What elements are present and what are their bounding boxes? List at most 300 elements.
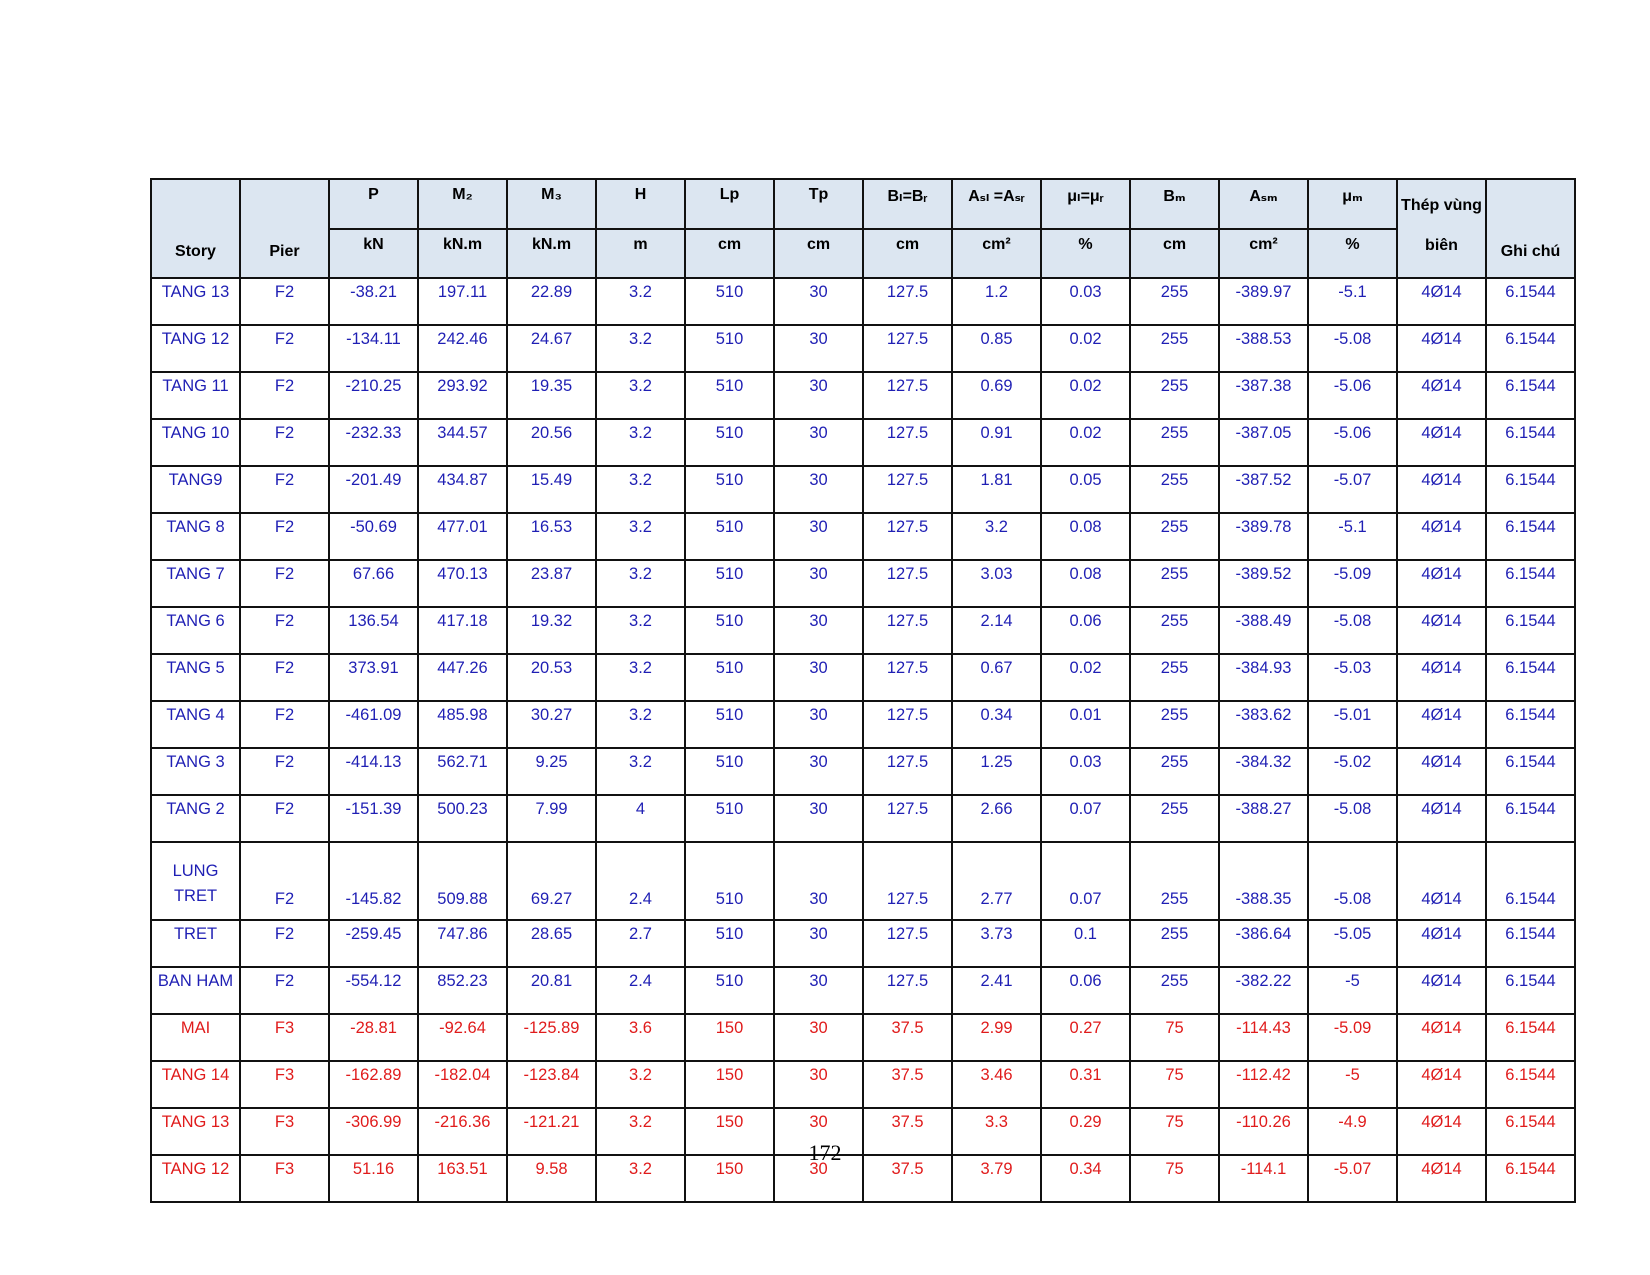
table-cell: -383.62 xyxy=(1219,701,1308,748)
header-mul-mur: μₗ=μᵣ xyxy=(1041,179,1130,229)
table-cell: 510 xyxy=(685,967,774,1014)
table-cell: 510 xyxy=(685,560,774,607)
table-cell: 255 xyxy=(1130,842,1219,920)
table-cell: 127.5 xyxy=(863,920,952,967)
table-cell: 0.08 xyxy=(1041,560,1130,607)
table-cell: 255 xyxy=(1130,513,1219,560)
table-cell: TANG 5 xyxy=(151,654,240,701)
table-cell: TANG 12 xyxy=(151,1155,240,1202)
table-cell: 24.67 xyxy=(507,325,596,372)
table-cell: 255 xyxy=(1130,748,1219,795)
table-cell: -5.08 xyxy=(1308,607,1397,654)
table-cell: 434.87 xyxy=(418,466,507,513)
table-cell: 6.1544 xyxy=(1486,560,1575,607)
table-row xyxy=(151,1014,1575,1061)
table-cell: 4Ø14 xyxy=(1397,842,1486,920)
header-h: H xyxy=(596,179,685,229)
table-cell: 6.1544 xyxy=(1486,701,1575,748)
table-cell: 510 xyxy=(685,701,774,748)
table-cell: 0.91 xyxy=(952,419,1041,466)
table-cell: -382.22 xyxy=(1219,967,1308,1014)
table-cell: 509.88 xyxy=(418,842,507,920)
table-cell: 255 xyxy=(1130,967,1219,1014)
table-cell: F2 xyxy=(240,419,329,466)
table-cell: 6.1544 xyxy=(1486,920,1575,967)
table-cell: 163.51 xyxy=(418,1155,507,1202)
table-cell: 3.2 xyxy=(596,278,685,325)
table-row xyxy=(151,795,1575,842)
table-cell: 255 xyxy=(1130,654,1219,701)
table-cell: 510 xyxy=(685,842,774,920)
table-cell: F2 xyxy=(240,795,329,842)
header-bien: biên xyxy=(1425,237,1458,254)
unit-bm: cm xyxy=(1130,229,1219,278)
table-cell: 4Ø14 xyxy=(1397,920,1486,967)
table-cell: TANG9 xyxy=(151,466,240,513)
table-cell: 0.1 xyxy=(1041,920,1130,967)
header-ghi-chu: Ghi chú xyxy=(1486,179,1575,278)
table-cell: 0.03 xyxy=(1041,278,1130,325)
table-cell: 255 xyxy=(1130,325,1219,372)
table-cell: F2 xyxy=(240,920,329,967)
table-cell: F2 xyxy=(240,748,329,795)
table-cell: -387.38 xyxy=(1219,372,1308,419)
table-cell: 30 xyxy=(774,607,863,654)
table-cell: 37.5 xyxy=(863,1061,952,1108)
table-cell: TANG 7 xyxy=(151,560,240,607)
table-cell: 150 xyxy=(685,1061,774,1108)
table-cell: 127.5 xyxy=(863,325,952,372)
table-cell: 3.2 xyxy=(596,560,685,607)
table-cell: 3.2 xyxy=(596,1108,685,1155)
table-cell: 30 xyxy=(774,1014,863,1061)
table-cell: 6.1544 xyxy=(1486,1061,1575,1108)
table-cell: 4Ø14 xyxy=(1397,1014,1486,1061)
table-cell: TRET xyxy=(151,920,240,967)
table-cell: 4Ø14 xyxy=(1397,278,1486,325)
table-row xyxy=(151,920,1575,967)
table-cell: 30 xyxy=(774,513,863,560)
header-bm: Bₘ xyxy=(1130,179,1219,229)
table-cell: -414.13 xyxy=(329,748,418,795)
table-cell: 510 xyxy=(685,372,774,419)
table-cell: 30 xyxy=(774,325,863,372)
table-cell: 0.29 xyxy=(1041,1108,1130,1155)
table-cell: 4Ø14 xyxy=(1397,654,1486,701)
table-cell: 37.5 xyxy=(863,1014,952,1061)
table-cell: 4Ø14 xyxy=(1397,967,1486,1014)
table-cell: 3.2 xyxy=(596,701,685,748)
table-cell: 75 xyxy=(1130,1014,1219,1061)
table-cell: TANG 6 xyxy=(151,607,240,654)
table-cell: LUNG TRET xyxy=(151,842,240,920)
table-cell: 4Ø14 xyxy=(1397,1155,1486,1202)
table-cell: TANG 13 xyxy=(151,278,240,325)
table-cell: -387.52 xyxy=(1219,466,1308,513)
table-cell: 6.1544 xyxy=(1486,419,1575,466)
table-cell: -125.89 xyxy=(507,1014,596,1061)
table-cell: 0.01 xyxy=(1041,701,1130,748)
table-cell: 75 xyxy=(1130,1108,1219,1155)
table-cell: 0.02 xyxy=(1041,325,1130,372)
table-cell: 510 xyxy=(685,654,774,701)
table-cell: -50.69 xyxy=(329,513,418,560)
table-cell: 127.5 xyxy=(863,560,952,607)
table-cell: 2.7 xyxy=(596,920,685,967)
table-cell: -110.26 xyxy=(1219,1108,1308,1155)
table-cell: 127.5 xyxy=(863,466,952,513)
table-cell: 3.2 xyxy=(952,513,1041,560)
table-cell: 3.2 xyxy=(596,748,685,795)
table-cell: -28.81 xyxy=(329,1014,418,1061)
header-asl-asr: Aₛₗ =Aₛᵣ xyxy=(952,179,1041,229)
table-cell: -386.64 xyxy=(1219,920,1308,967)
table-cell: 136.54 xyxy=(329,607,418,654)
table-cell: -5.02 xyxy=(1308,748,1397,795)
table-cell: -114.43 xyxy=(1219,1014,1308,1061)
table-cell: 127.5 xyxy=(863,842,952,920)
header-pier: Pier xyxy=(240,179,329,278)
table-cell: 852.23 xyxy=(418,967,507,1014)
table-cell: 6.1544 xyxy=(1486,466,1575,513)
table-cell: 30 xyxy=(774,920,863,967)
table-cell: -5.09 xyxy=(1308,1014,1397,1061)
table-cell: -5.06 xyxy=(1308,372,1397,419)
header-bl-br: Bₗ=Bᵣ xyxy=(863,179,952,229)
table-row xyxy=(151,842,1575,920)
table-cell: 3.2 xyxy=(596,419,685,466)
table-cell: 255 xyxy=(1130,278,1219,325)
table-cell: F2 xyxy=(240,325,329,372)
table-cell: -5.08 xyxy=(1308,325,1397,372)
table-cell: -5.09 xyxy=(1308,560,1397,607)
header-thep-vung: Thép vùng xyxy=(1401,197,1482,214)
table-cell: -384.93 xyxy=(1219,654,1308,701)
table-cell: 127.5 xyxy=(863,278,952,325)
table-cell: 0.34 xyxy=(1041,1155,1130,1202)
table-cell: -5 xyxy=(1308,967,1397,1014)
table-row xyxy=(151,278,1575,325)
unit-bl-br: cm xyxy=(863,229,952,278)
table-cell: -5.05 xyxy=(1308,920,1397,967)
table-cell: 150 xyxy=(685,1155,774,1202)
table-cell: TANG 8 xyxy=(151,513,240,560)
table-cell: 255 xyxy=(1130,372,1219,419)
table-cell: F2 xyxy=(240,842,329,920)
table-cell: 417.18 xyxy=(418,607,507,654)
table-cell: 51.16 xyxy=(329,1155,418,1202)
table-cell: -210.25 xyxy=(329,372,418,419)
table-cell: 15.49 xyxy=(507,466,596,513)
table-cell: 30.27 xyxy=(507,701,596,748)
table-cell: 293.92 xyxy=(418,372,507,419)
table-cell: 6.1544 xyxy=(1486,748,1575,795)
table-cell: 485.98 xyxy=(418,701,507,748)
table-cell: 6.1544 xyxy=(1486,842,1575,920)
table-cell: 3.73 xyxy=(952,920,1041,967)
table-cell: 30 xyxy=(774,701,863,748)
table-cell: 127.5 xyxy=(863,513,952,560)
table-cell: -389.78 xyxy=(1219,513,1308,560)
unit-lp: cm xyxy=(685,229,774,278)
table-cell: F2 xyxy=(240,701,329,748)
table-cell: 197.11 xyxy=(418,278,507,325)
table-cell: 19.35 xyxy=(507,372,596,419)
table-cell: 3.2 xyxy=(596,1155,685,1202)
table-cell: 150 xyxy=(685,1014,774,1061)
table-cell: 4Ø14 xyxy=(1397,701,1486,748)
table-cell: 255 xyxy=(1130,560,1219,607)
table-row xyxy=(151,607,1575,654)
table-cell: TANG 12 xyxy=(151,325,240,372)
table-cell: 510 xyxy=(685,795,774,842)
table-cell: 0.31 xyxy=(1041,1061,1130,1108)
table-cell: -5.08 xyxy=(1308,842,1397,920)
table-cell: F2 xyxy=(240,513,329,560)
table-cell: TANG 13 xyxy=(151,1108,240,1155)
table-cell: TANG 2 xyxy=(151,795,240,842)
table-cell: 30 xyxy=(774,466,863,513)
table-cell: -389.97 xyxy=(1219,278,1308,325)
table-row xyxy=(151,748,1575,795)
unit-asm: cm² xyxy=(1219,229,1308,278)
unit-p: kN xyxy=(329,229,418,278)
table-cell: 344.57 xyxy=(418,419,507,466)
table-cell: -216.36 xyxy=(418,1108,507,1155)
table-cell: 510 xyxy=(685,325,774,372)
table-cell: -5.07 xyxy=(1308,466,1397,513)
table-cell: -151.39 xyxy=(329,795,418,842)
table-cell: 6.1544 xyxy=(1486,325,1575,372)
table-cell: 6.1544 xyxy=(1486,372,1575,419)
table-cell: -92.64 xyxy=(418,1014,507,1061)
table-cell: 6.1544 xyxy=(1486,654,1575,701)
table-cell: TANG 14 xyxy=(151,1061,240,1108)
table-cell: 0.05 xyxy=(1041,466,1130,513)
table-cell: MAI xyxy=(151,1014,240,1061)
table-cell: 1.2 xyxy=(952,278,1041,325)
table-cell: 373.91 xyxy=(329,654,418,701)
table-cell: 562.71 xyxy=(418,748,507,795)
table-cell: 4Ø14 xyxy=(1397,372,1486,419)
table-cell: 30 xyxy=(774,419,863,466)
table-cell: -121.21 xyxy=(507,1108,596,1155)
table-cell: -5.07 xyxy=(1308,1155,1397,1202)
table-cell: 20.53 xyxy=(507,654,596,701)
table-cell: 0.02 xyxy=(1041,372,1130,419)
table-cell: -5.03 xyxy=(1308,654,1397,701)
table-cell: -461.09 xyxy=(329,701,418,748)
table-cell: -134.11 xyxy=(329,325,418,372)
table-cell: 0.03 xyxy=(1041,748,1130,795)
table-cell: 1.81 xyxy=(952,466,1041,513)
table-cell: 3.2 xyxy=(596,466,685,513)
header-asm: Aₛₘ xyxy=(1219,179,1308,229)
table-cell: 255 xyxy=(1130,795,1219,842)
table-row xyxy=(151,372,1575,419)
table-cell: -232.33 xyxy=(329,419,418,466)
table-row xyxy=(151,701,1575,748)
table-cell: -306.99 xyxy=(329,1108,418,1155)
table-cell: 477.01 xyxy=(418,513,507,560)
table-cell: 4Ø14 xyxy=(1397,795,1486,842)
table-cell: 510 xyxy=(685,513,774,560)
table-cell: 30 xyxy=(774,654,863,701)
table-cell: 3.2 xyxy=(596,654,685,701)
table-cell: 4 xyxy=(596,795,685,842)
table-cell: 0.67 xyxy=(952,654,1041,701)
table-cell: -5 xyxy=(1308,1061,1397,1108)
table-cell: 2.41 xyxy=(952,967,1041,1014)
table-cell: 9.58 xyxy=(507,1155,596,1202)
table-cell: F2 xyxy=(240,607,329,654)
table-cell: 9.25 xyxy=(507,748,596,795)
table-cell: 6.1544 xyxy=(1486,1014,1575,1061)
table-cell: -5.08 xyxy=(1308,795,1397,842)
table-cell: 16.53 xyxy=(507,513,596,560)
table-cell: 2.14 xyxy=(952,607,1041,654)
table-cell: 3.6 xyxy=(596,1014,685,1061)
table-cell: 1.25 xyxy=(952,748,1041,795)
table-cell: 0.06 xyxy=(1041,967,1130,1014)
table-cell: 20.81 xyxy=(507,967,596,1014)
table-cell: -112.42 xyxy=(1219,1061,1308,1108)
table-cell: 510 xyxy=(685,466,774,513)
table-cell: 75 xyxy=(1130,1061,1219,1108)
table-cell: F2 xyxy=(240,654,329,701)
table-cell: F3 xyxy=(240,1061,329,1108)
table-cell: 510 xyxy=(685,748,774,795)
table-row xyxy=(151,967,1575,1014)
unit-mul-mur: % xyxy=(1041,229,1130,278)
table-row xyxy=(151,654,1575,701)
table-cell: -388.49 xyxy=(1219,607,1308,654)
table-cell: 242.46 xyxy=(418,325,507,372)
table-cell: 2.66 xyxy=(952,795,1041,842)
table-cell: 500.23 xyxy=(418,795,507,842)
table-cell: 150 xyxy=(685,1108,774,1155)
header-tp: Tp xyxy=(774,179,863,229)
table-cell: 30 xyxy=(774,560,863,607)
table-cell: -554.12 xyxy=(329,967,418,1014)
table-cell: 127.5 xyxy=(863,701,952,748)
unit-h: m xyxy=(596,229,685,278)
table-cell: 0.07 xyxy=(1041,795,1130,842)
table-cell: 3.2 xyxy=(596,325,685,372)
table-cell: 2.99 xyxy=(952,1014,1041,1061)
table-cell: 6.1544 xyxy=(1486,278,1575,325)
table-cell: 67.66 xyxy=(329,560,418,607)
table-cell: 4Ø14 xyxy=(1397,325,1486,372)
table-cell: 37.5 xyxy=(863,1108,952,1155)
table-cell: 69.27 xyxy=(507,842,596,920)
table-cell: TANG 10 xyxy=(151,419,240,466)
table-cell: F3 xyxy=(240,1108,329,1155)
table-cell: 4Ø14 xyxy=(1397,748,1486,795)
wall-design-table xyxy=(150,178,1576,1203)
table-cell: 127.5 xyxy=(863,607,952,654)
table-cell: 510 xyxy=(685,920,774,967)
table-cell: 6.1544 xyxy=(1486,1108,1575,1155)
table-cell: 3.2 xyxy=(596,607,685,654)
table-cell: F2 xyxy=(240,560,329,607)
table-cell: 6.1544 xyxy=(1486,795,1575,842)
table-cell: -387.05 xyxy=(1219,419,1308,466)
table-cell: 7.99 xyxy=(507,795,596,842)
table-cell: 30 xyxy=(774,1061,863,1108)
table-cell: 255 xyxy=(1130,607,1219,654)
table-cell: -388.35 xyxy=(1219,842,1308,920)
table-cell: 4Ø14 xyxy=(1397,419,1486,466)
header-m3: M₃ xyxy=(507,179,596,229)
table-cell: 22.89 xyxy=(507,278,596,325)
table-body xyxy=(151,278,1575,1202)
table-cell: 127.5 xyxy=(863,372,952,419)
table-cell: 127.5 xyxy=(863,795,952,842)
table-cell: 30 xyxy=(774,795,863,842)
header-mum: μₘ xyxy=(1308,179,1397,229)
table-cell: 0.34 xyxy=(952,701,1041,748)
table-cell: 510 xyxy=(685,607,774,654)
table-cell: 0.85 xyxy=(952,325,1041,372)
table-cell: 3.2 xyxy=(596,513,685,560)
header-p: P xyxy=(329,179,418,229)
table-cell: 6.1544 xyxy=(1486,967,1575,1014)
unit-m3: kN.m xyxy=(507,229,596,278)
table-cell: 3.46 xyxy=(952,1061,1041,1108)
table-row xyxy=(151,560,1575,607)
table-cell: -38.21 xyxy=(329,278,418,325)
table-cell: 127.5 xyxy=(863,419,952,466)
table-cell: BAN HAM xyxy=(151,967,240,1014)
table-cell: -4.9 xyxy=(1308,1108,1397,1155)
header-m2: M₂ xyxy=(418,179,507,229)
table-cell: 19.32 xyxy=(507,607,596,654)
table-cell: 127.5 xyxy=(863,748,952,795)
table-cell: 470.13 xyxy=(418,560,507,607)
table-cell: F2 xyxy=(240,967,329,1014)
table-row xyxy=(151,513,1575,560)
table-cell: 23.87 xyxy=(507,560,596,607)
table-cell: 0.07 xyxy=(1041,842,1130,920)
table-cell: F3 xyxy=(240,1014,329,1061)
table-cell: 4Ø14 xyxy=(1397,560,1486,607)
table-cell: 255 xyxy=(1130,466,1219,513)
table-cell: -384.32 xyxy=(1219,748,1308,795)
table-cell: 6.1544 xyxy=(1486,1155,1575,1202)
table-cell: 4Ø14 xyxy=(1397,1061,1486,1108)
table-cell: -123.84 xyxy=(507,1061,596,1108)
table-cell: 20.56 xyxy=(507,419,596,466)
table-cell: 510 xyxy=(685,419,774,466)
unit-asl-asr: cm² xyxy=(952,229,1041,278)
table-row xyxy=(151,1061,1575,1108)
unit-tp: cm xyxy=(774,229,863,278)
table-cell: F2 xyxy=(240,278,329,325)
table-cell: 447.26 xyxy=(418,654,507,701)
table-cell: 4Ø14 xyxy=(1397,607,1486,654)
table-cell: 37.5 xyxy=(863,1155,952,1202)
table-cell: 30 xyxy=(774,748,863,795)
table-cell: -5.01 xyxy=(1308,701,1397,748)
table-cell: 255 xyxy=(1130,419,1219,466)
table-cell: 3.2 xyxy=(596,372,685,419)
table-cell: 6.1544 xyxy=(1486,513,1575,560)
table-row xyxy=(151,325,1575,372)
table-cell: F3 xyxy=(240,1155,329,1202)
table-cell: 3.79 xyxy=(952,1155,1041,1202)
table-cell: -5.1 xyxy=(1308,278,1397,325)
